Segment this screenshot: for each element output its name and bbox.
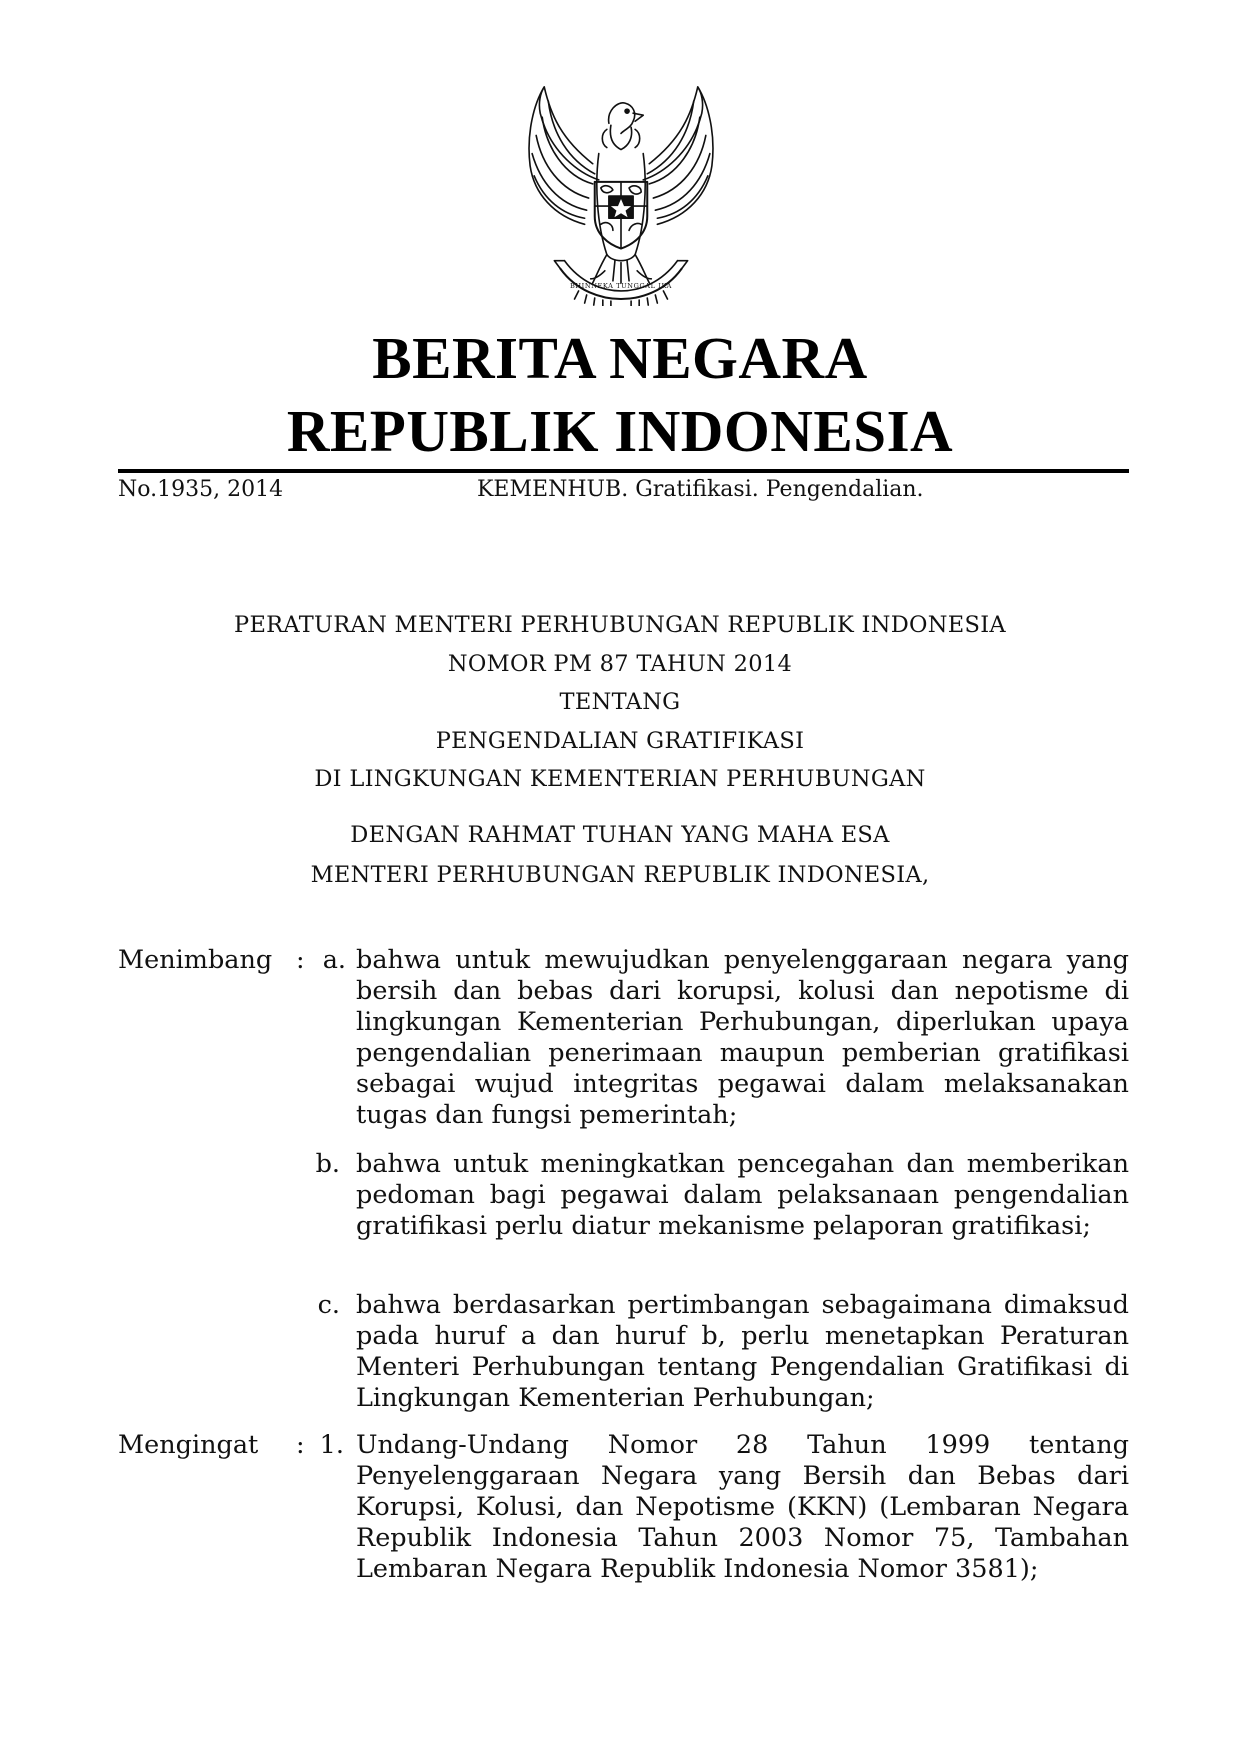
gazette-number: No.1935, 2014 <box>118 477 284 502</box>
mengingat-label: Mengingat <box>118 1430 259 1460</box>
menimbang-item-b: bahwa untuk meningkatkan pencegahan dan memberikan pedoman bagi pegawai dalam pelaksanaan pengendalian gratifikasi perlu diatur mekanisme pelaporan gratifikasi; <box>356 1149 1129 1241</box>
masthead-divider <box>118 469 1129 473</box>
menimbang-marker-b: b. <box>315 1149 340 1179</box>
title-line: DI LINGKUNGAN KEMENTERIAN PERHUBUNGAN <box>314 766 926 792</box>
title-line: TENTANG <box>559 689 681 715</box>
menimbang-item-c: bahwa berdasarkan pertimbangan sebagaimana dimaksud pada huruf a dan huruf b, perlu menetapkan Peraturan Menteri Perhubungan tentang Pengendalian Gratifikasi di Lingkungan Kementerian Perhubungan; <box>356 1290 1129 1413</box>
menimbang-label: Menimbang <box>118 945 273 975</box>
mengingat-marker-1: 1. <box>319 1430 344 1460</box>
masthead-title: BERITA NEGARA <box>372 325 868 391</box>
masthead-subtitle: REPUBLIK INDONESIA <box>286 398 954 464</box>
menimbang-colon: : <box>296 945 305 975</box>
menimbang-marker-c: c. <box>317 1290 340 1320</box>
title-line: PENGENDALIAN GRATIFIKASI <box>435 727 805 754</box>
menimbang-marker-a: a. <box>322 945 346 975</box>
title-line: NOMOR PM 87 TAHUN 2014 <box>447 650 793 677</box>
mengingat-colon: : <box>296 1430 305 1460</box>
gazette-topic: KEMENHUB. Gratifikasi. Pengendalian. <box>477 477 924 502</box>
garuda-emblem-icon <box>520 82 722 306</box>
title-line: PERATURAN MENTERI PERHUBUNGAN REPUBLIK INDONESIA <box>234 612 1006 638</box>
regulation-title <box>0 606 1240 895</box>
svg-text:BHINNEKA TUNGGAL IKA: BHINNEKA TUNGGAL IKA <box>569 281 673 290</box>
menimbang-item-a: bahwa untuk mewujudkan penyelenggaraan negara yang bersih dan bebas dari korupsi, kolusi dan nepotisme di lingkungan Kementerian Perhubungan, diperlukan upaya pengendalian penerimaan maupun pemberian gratifikasi sebagai wujud integritas pegawai dalam melaksanakan tugas dan fungsi pemerintah; <box>356 945 1129 1130</box>
title-line: MENTERI PERHUBUNGAN REPUBLIK INDONESIA, <box>310 861 930 888</box>
mengingat-item-1: Undang-Undang Nomor 28 Tahun 1999 tentang Penyelenggaraan Negara yang Bersih dan Bebas dari Korupsi, Kolusi, dan Nepotisme (KKN) (Lembaran Negara Republik Indonesia Tahun 2003 Nomor 75, Tambahan Lembaran Negara Republik Indonesia Nomor 3581); <box>356 1430 1129 1584</box>
title-line: DENGAN RAHMAT TUHAN YANG MAHA ESA <box>350 821 890 848</box>
